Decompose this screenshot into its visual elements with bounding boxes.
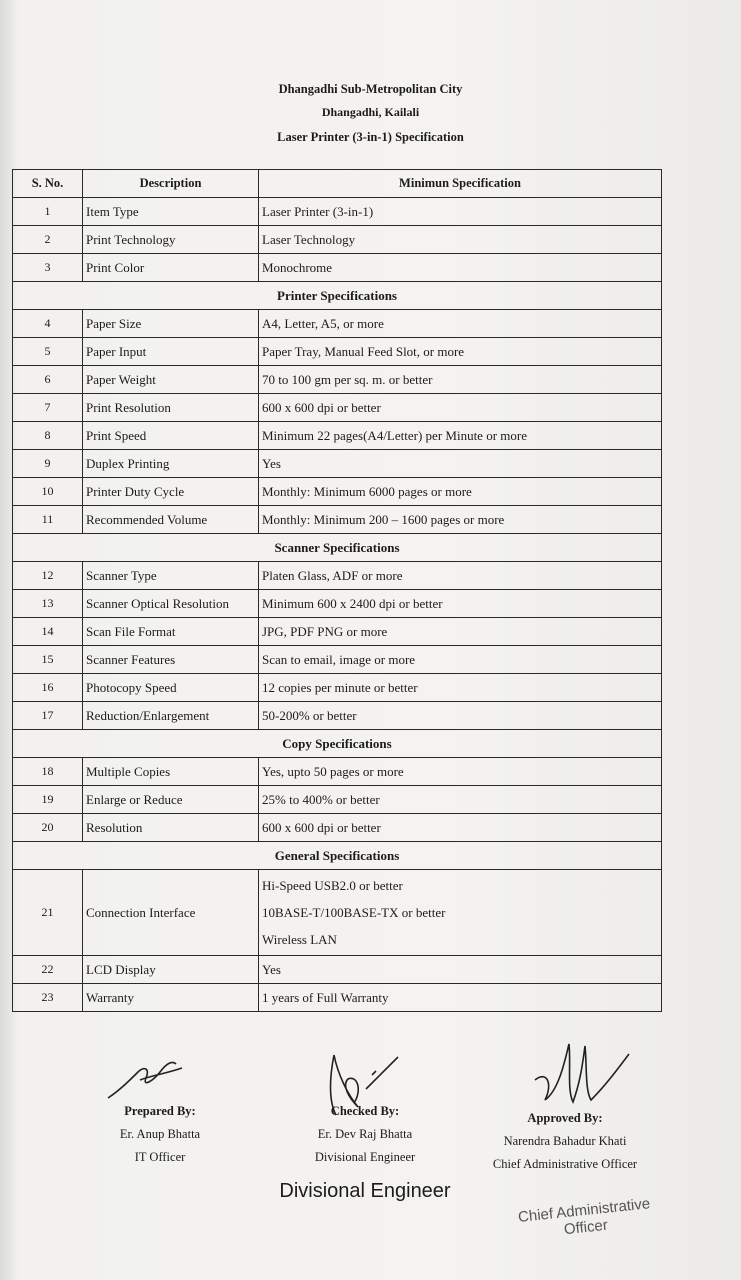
prepared-by-block	[85, 1098, 235, 1169]
row-description: Paper Weight	[83, 366, 259, 394]
checked-by-label: Checked By:	[330, 1104, 400, 1118]
table-row	[13, 478, 662, 506]
row-sno: 15	[13, 646, 83, 674]
row-specification: Monochrome	[259, 254, 662, 282]
table-row	[13, 590, 662, 618]
prepared-by-label: Prepared By:	[124, 1104, 196, 1118]
header-specification: Minimun Specification	[259, 170, 662, 198]
table-row	[13, 984, 662, 1012]
row-specification: Minimum 22 pages(A4/Letter) per Minute or more	[259, 422, 662, 450]
spec-line: Wireless LAN	[262, 932, 337, 947]
row-description: Scanner Optical Resolution	[83, 590, 259, 618]
table-row	[13, 674, 662, 702]
checked-by-title: Divisional Engineer	[314, 1150, 416, 1164]
row-description: Scanner Features	[83, 646, 259, 674]
table-row	[13, 394, 662, 422]
row-specification: Laser Technology	[259, 226, 662, 254]
prepared-by-name: Er. Anup Bhatta	[119, 1127, 201, 1141]
table-row	[13, 956, 662, 984]
row-specification: Monthly: Minimum 200 – 1600 pages or more	[259, 506, 662, 534]
row-description: Print Color	[83, 254, 259, 282]
row-description: Connection Interface	[83, 870, 259, 956]
spec-line: 10BASE-T/100BASE-TX or better	[262, 905, 446, 920]
section-title: Printer Specifications	[13, 282, 662, 310]
row-description: Paper Size	[83, 310, 259, 338]
table-row	[13, 506, 662, 534]
row-sno: 3	[13, 254, 83, 282]
header-description: Description	[83, 170, 259, 198]
row-specification: Yes	[259, 956, 662, 984]
row-description: Reduction/Enlargement	[83, 702, 259, 730]
document-title: Laser Printer (3-in-1) Specification	[277, 130, 464, 144]
row-specification: Yes	[259, 450, 662, 478]
row-description: Duplex Printing	[83, 450, 259, 478]
prepared-by-title: IT Officer	[134, 1150, 186, 1164]
row-sno: 14	[13, 618, 83, 646]
approved-signature-icon	[525, 1040, 635, 1115]
row-description: Multiple Copies	[83, 758, 259, 786]
table-row	[13, 198, 662, 226]
specification-table	[12, 169, 662, 1012]
checked-by-block	[290, 1098, 440, 1169]
table-row	[13, 310, 662, 338]
spec-line: Hi-Speed USB2.0 or better	[262, 878, 403, 893]
row-sno: 18	[13, 758, 83, 786]
row-description: Resolution	[83, 814, 259, 842]
header-sno: S. No.	[13, 170, 83, 198]
section-title: General Specifications	[13, 842, 662, 870]
table-header-row	[13, 170, 662, 198]
row-specification	[259, 870, 662, 956]
row-description: Print Speed	[83, 422, 259, 450]
row-sno: 11	[13, 506, 83, 534]
table-row	[13, 562, 662, 590]
table-row	[13, 338, 662, 366]
row-sno: 23	[13, 984, 83, 1012]
row-sno: 5	[13, 338, 83, 366]
table-body	[13, 198, 662, 1012]
table-row	[13, 814, 662, 842]
row-specification: A4, Letter, A5, or more	[259, 310, 662, 338]
row-description: Item Type	[83, 198, 259, 226]
row-specification: 600 x 600 dpi or better	[259, 814, 662, 842]
row-sno: 7	[13, 394, 83, 422]
table-row	[13, 422, 662, 450]
section-title: Scanner Specifications	[13, 534, 662, 562]
row-sno: 13	[13, 590, 83, 618]
table-row	[13, 254, 662, 282]
row-sno: 2	[13, 226, 83, 254]
row-description: Photocopy Speed	[83, 674, 259, 702]
row-sno: 19	[13, 786, 83, 814]
row-description: Enlarge or Reduce	[83, 786, 259, 814]
approved-by-title: Chief Administrative Officer	[492, 1157, 638, 1171]
row-sno: 20	[13, 814, 83, 842]
checked-by-name: Er. Dev Raj Bhatta	[317, 1127, 413, 1141]
row-description: Recommended Volume	[83, 506, 259, 534]
row-specification: 600 x 600 dpi or better	[259, 394, 662, 422]
section-header-row	[13, 842, 662, 870]
row-description: Print Resolution	[83, 394, 259, 422]
organization-location: Dhangadhi, Kailali	[321, 105, 420, 119]
table-row	[13, 366, 662, 394]
row-sno: 12	[13, 562, 83, 590]
row-description: Scanner Type	[83, 562, 259, 590]
section-title: Copy Specifications	[13, 730, 662, 758]
row-sno: 10	[13, 478, 83, 506]
approved-by-block	[470, 1105, 660, 1176]
row-description: Paper Input	[83, 338, 259, 366]
table-row	[13, 226, 662, 254]
row-specification: Scan to email, image or more	[259, 646, 662, 674]
row-specification: Platen Glass, ADF or more	[259, 562, 662, 590]
row-specification: 1 years of Full Warranty	[259, 984, 662, 1012]
row-specification: JPG, PDF PNG or more	[259, 618, 662, 646]
prepared-signature-icon	[100, 1050, 190, 1105]
section-header-row	[13, 730, 662, 758]
table-row	[13, 450, 662, 478]
row-sno: 22	[13, 956, 83, 984]
table-row	[13, 702, 662, 730]
row-sno: 16	[13, 674, 83, 702]
row-sno: 4	[13, 310, 83, 338]
row-specification: 50-200% or better	[259, 702, 662, 730]
chief-officer-stamp: Chief Administrative Officer	[517, 1195, 651, 1239]
table-row	[13, 786, 662, 814]
section-header-row	[13, 534, 662, 562]
table-row	[13, 646, 662, 674]
row-description: Print Technology	[83, 226, 259, 254]
table-row	[13, 618, 662, 646]
divisional-engineer-stamp: Divisional Engineer	[279, 1180, 451, 1202]
row-description: Scan File Format	[83, 618, 259, 646]
row-specification: 70 to 100 gm per sq. m. or better	[259, 366, 662, 394]
row-specification: Yes, upto 50 pages or more	[259, 758, 662, 786]
table-row	[13, 870, 662, 956]
row-specification: Monthly: Minimum 6000 pages or more	[259, 478, 662, 506]
row-specification: Paper Tray, Manual Feed Slot, or more	[259, 338, 662, 366]
row-specification: 25% to 400% or better	[259, 786, 662, 814]
row-specification: Laser Printer (3-in-1)	[259, 198, 662, 226]
row-specification: Minimum 600 x 2400 dpi or better	[259, 590, 662, 618]
row-sno: 8	[13, 422, 83, 450]
document-header	[0, 82, 741, 145]
row-description: Printer Duty Cycle	[83, 478, 259, 506]
table-row	[13, 758, 662, 786]
row-sno: 9	[13, 450, 83, 478]
approved-by-label: Approved By:	[527, 1111, 603, 1125]
organization-name: Dhangadhi Sub-Metropolitan City	[278, 82, 463, 96]
row-sno: 1	[13, 198, 83, 226]
approved-by-name: Narendra Bahadur Khati	[503, 1134, 627, 1148]
row-sno: 17	[13, 702, 83, 730]
row-specification: 12 copies per minute or better	[259, 674, 662, 702]
section-header-row	[13, 282, 662, 310]
row-description: Warranty	[83, 984, 259, 1012]
row-sno: 6	[13, 366, 83, 394]
row-description: LCD Display	[83, 956, 259, 984]
row-sno: 21	[13, 870, 83, 956]
signature-footer	[0, 1040, 741, 1280]
